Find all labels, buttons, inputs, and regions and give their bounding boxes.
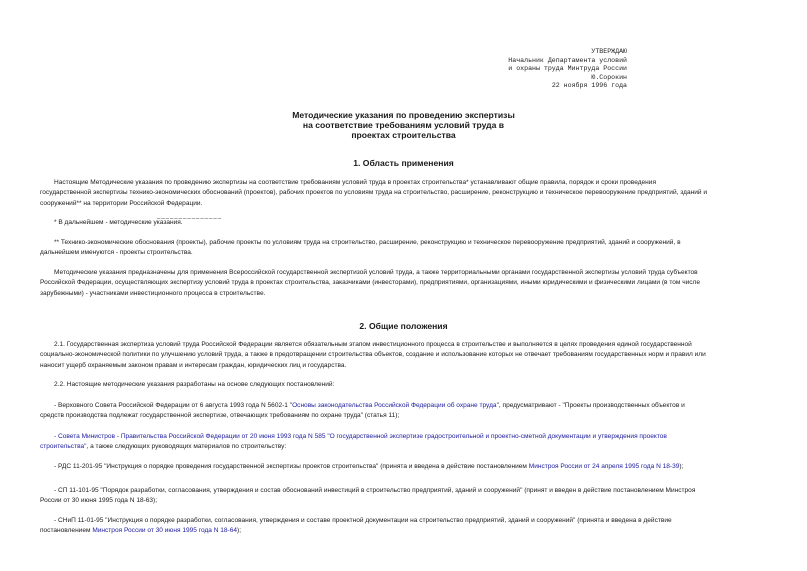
link-minstroy-18-39[interactable]: Минстроя России от 24 апреля 1995 года N 18-39 (528, 463, 680, 470)
text-line: сооружений** на территории Российской Федерации. (40, 199, 203, 207)
approval-line: Ю.Сорокин (591, 73, 627, 81)
title-line: Методические указания по проведению экспертизы (292, 110, 515, 120)
text-line: 2.1. Государственная экспертиза условий труда Российской Федерации является обязательным этапом инвестиционного процесса в строительстве и выполняется в целях проведения единой государственной (54, 341, 692, 348)
paragraph-scope-purpose (40, 268, 768, 299)
text-line: ** Технико-экономические обоснования (проекты), рабочие проекты по условиям труда на строительство, расширение, реконструкцию и техническое перевооружение предприятий, зданий и сооружений, в (54, 239, 681, 246)
paragraph-2-2 (54, 380, 768, 390)
title-line: на соответствие требованиям условий труда в (302, 120, 505, 131)
link-government-decree-585-cont[interactable]: строительства" (40, 443, 87, 451)
approval-line: Начальник Департамента условий (508, 56, 627, 64)
list-item-sp (40, 486, 768, 507)
text-line: 2.2. Настоящие методические указания разработаны на основе следующих постановлений: (54, 381, 335, 388)
text-line: - СНиП 11-01-95 "Инструкция о порядке разработки, согласования, утверждения и составе проектной документации на строительство предприятий, зданий и сооружений" (принята и введена в действие (54, 517, 672, 524)
text-fragment: - Верховного Совета Российской Федерации от 6 августа 1993 года N 5602-1 " (54, 402, 293, 409)
text-line: Российской Федерации, осуществляющих экспертизу условий труда в проектах строительства, заказчиками (инвесторами), предприятиями, организациями, иными юридическими и физическими лицами (в том числе (40, 279, 701, 287)
text-line: - СП 11-101-95 "Порядок разработки, согласования, утверждения и состав обоснований инвестиций в строительство предприятий, зданий и сооружений" (принят и введен в действие постановлением Минстроя (54, 487, 696, 494)
paragraph-scope-intro (40, 178, 768, 209)
text-fragment: ", предусматривают - "Проекты производственных объектов и (496, 402, 685, 409)
text-line: дальнейшем именуются - проекты строительства. (40, 249, 193, 257)
text-line: социально-экономической политики по улучшению условий труда, а также в предотвращении строительства объектов, создание и использование которых не отвечает требованиям государственных норм и правил или (40, 351, 706, 359)
list-item-rds (54, 462, 768, 472)
text-line: Методические указания предназначены для применения Всероссийской государственной экспертизой условий труда, а также территориальными органами государственной экспертизы условий труда субъектов (54, 269, 698, 276)
list-item-labor-law (40, 401, 768, 422)
title-line: проектах строительства (351, 130, 456, 141)
approval-stamp (508, 48, 627, 91)
link-government-decree-585[interactable]: - Совета Министров - Правительства Российской Федерации от 20 июня 1993 года N 585 "О государственной экспертизе градостроительной и проектно-сметной документации и утверждения проектов (54, 433, 667, 440)
text-line: наносит ущерб охраняемым законом правам и интересам граждан, юридических лиц и государства. (40, 361, 347, 369)
approval-line: и охраны труда Минтруда России (508, 65, 627, 73)
text-line: государственной экспертизы технико-экономических обоснований (проектов), рабочих проектов по условиям труда на строительство, расширение, реконструкцию и техническое перевооружение предприятий, зданий и (40, 189, 707, 197)
text-fragment: ); (237, 527, 242, 535)
document-title (0, 110, 807, 141)
text-fragment: , а также следующих руководящих материалов по строительству: (86, 443, 287, 451)
text-line (54, 401, 768, 411)
text-line: зарубежными) - участниками инвестиционного процесса в строительстве. (40, 289, 266, 297)
footnote-2 (40, 238, 768, 259)
text-fragment: ); (679, 463, 684, 470)
link-labor-law-basics[interactable]: Основы законодательства Российской Федерации об охране труда (292, 402, 497, 409)
text-line: России от 30 июня 1995 года N 18-63); (40, 497, 158, 505)
link-minstroy-18-64[interactable]: Минстроя России от 30 июня 1995 года N 18-64 (92, 527, 238, 535)
approval-line: УТВЕРЖДАЮ (591, 48, 627, 55)
text-line (54, 462, 768, 472)
text-fragment: - РДС 11-201-95 "Инструкция о порядке проведения государственной экспертизы проектов строительства" (принята и введена в действие постановлением (54, 463, 529, 470)
list-item-government-decree (40, 432, 768, 453)
footnote-separator: _______________ (157, 213, 223, 219)
text-line (40, 526, 768, 536)
text-line: Настоящие Методические указания по проведению экспертизы на соответствие требованиям условий труда в проектах строительства* устанавливают общие правила, порядок и сроки проведения (54, 179, 656, 186)
section-heading-scope: 1. Область применения (353, 158, 454, 168)
section-heading-general: 2. Общие положения (359, 321, 448, 331)
approval-line: 22 ноября 1996 года (551, 82, 627, 90)
text-line (40, 442, 768, 452)
footnote-1 (54, 218, 768, 228)
text-line: * В дальнейшем - методические указания. (54, 219, 183, 226)
paragraph-2-1 (40, 340, 768, 371)
list-item-snip (40, 516, 768, 537)
text-line: средств производства подлежат государственной экспертизе, отвечающих требованиям по охране труда" (статья 11); (40, 412, 400, 420)
text-fragment: постановлением (40, 527, 93, 535)
